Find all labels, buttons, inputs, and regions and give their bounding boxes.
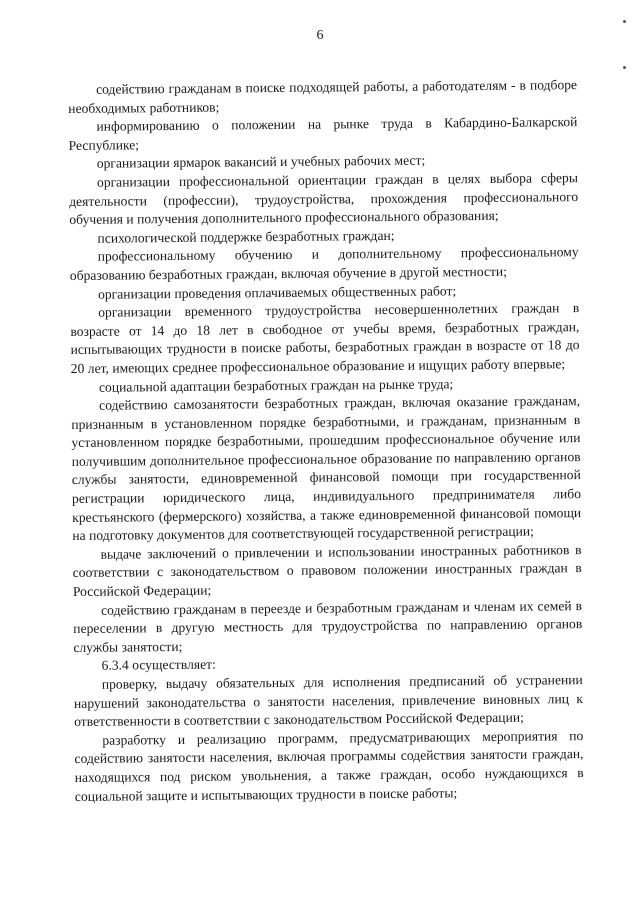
paragraph: информированию о положении на рынке труда в Кабардино-Балкарской Республике; bbox=[68, 114, 578, 153]
paragraph: выдаче заключений о привлечении и использовании иностранных работников в соответствии с законодательством о правовом положении иностранных граждан в Российской Федерации; bbox=[72, 541, 582, 600]
paragraph: проверку, выдачу обязательных для исполнения предписаний об устранении нарушений законодательства о занятости населения, привлечение виновных лиц к ответственности в соответствии с законодательством Российской Федерации; bbox=[73, 672, 584, 730]
scan-mark bbox=[623, 66, 626, 69]
paragraph: организации временного трудоустройства несовершеннолетних граждан в возрасте от 14 до 18 лет в свободное от учебы время, безработных граждан, испытывающих трудности в поиске работы, безработных граждан в возрасте от 18 до 20 лет, имеющих среднее профессиональное образование и ищущих работу впервые; bbox=[70, 300, 580, 376]
paragraph: организации ярмарок вакансий и учебных рабочих мест; bbox=[96, 152, 426, 172]
paragraph: содействию гражданам в поиске подходящей работы, а работодателям - в подборе необходимых работников; bbox=[68, 77, 578, 116]
paragraph: содействию гражданам в переезде и безработным гражданам и членам их семей в переселении в другую местность для трудоустройства по направлению органов службы занятости; bbox=[73, 597, 583, 655]
section-heading: 6.3.4 осуществляет: bbox=[101, 657, 216, 674]
paragraph: разработку и реализацию программ, предусматривающих мероприятия по содействию занятости населения, включая программы содействия занятости граждан, находящихся под риском увольнения, а также граждан, особо нуждающихся в социальной защите и испытывающих трудности в поиске работы; bbox=[74, 727, 584, 804]
paragraph: психологической поддержке безработных граждан; bbox=[97, 227, 395, 246]
paragraph: профессиональному обучению и дополнительному профессиональному образованию безработных граждан, включая обучение в другой местности; bbox=[69, 244, 579, 283]
document-body bbox=[68, 76, 584, 806]
scan-mark bbox=[623, 20, 626, 23]
page-number: 6 bbox=[316, 28, 324, 43]
paragraph: организации проведения оплачиваемых общественных работ; bbox=[97, 282, 457, 302]
paragraph: содействию самозанятости безработных граждан, включая оказание гражданам, признанным в установленном порядке безработными, и гражданам, признанным в установленном порядке безработными, прошедшим профессиональное обучение или получившим дополнительное профессиональное образование по направлению органов службы занятости, единовременной финансовой помощи при государственной регистрации юридического лица, индивидуального предпринимателя либо крестьянского (фермерского) хозяйства, а также единовременной финансовой помощи на подготовку документов для соответствующей государственной регистрации; bbox=[71, 393, 582, 544]
paragraph: организации профессиональной ориентации граждан в целях выбора сферы деятельности (профессии), трудоустройства, прохождения профессионального обучения и получения дополнительного профессионального образования; bbox=[69, 170, 579, 228]
paragraph: социальной адаптации безработных граждан на рынке труда; bbox=[98, 375, 454, 395]
